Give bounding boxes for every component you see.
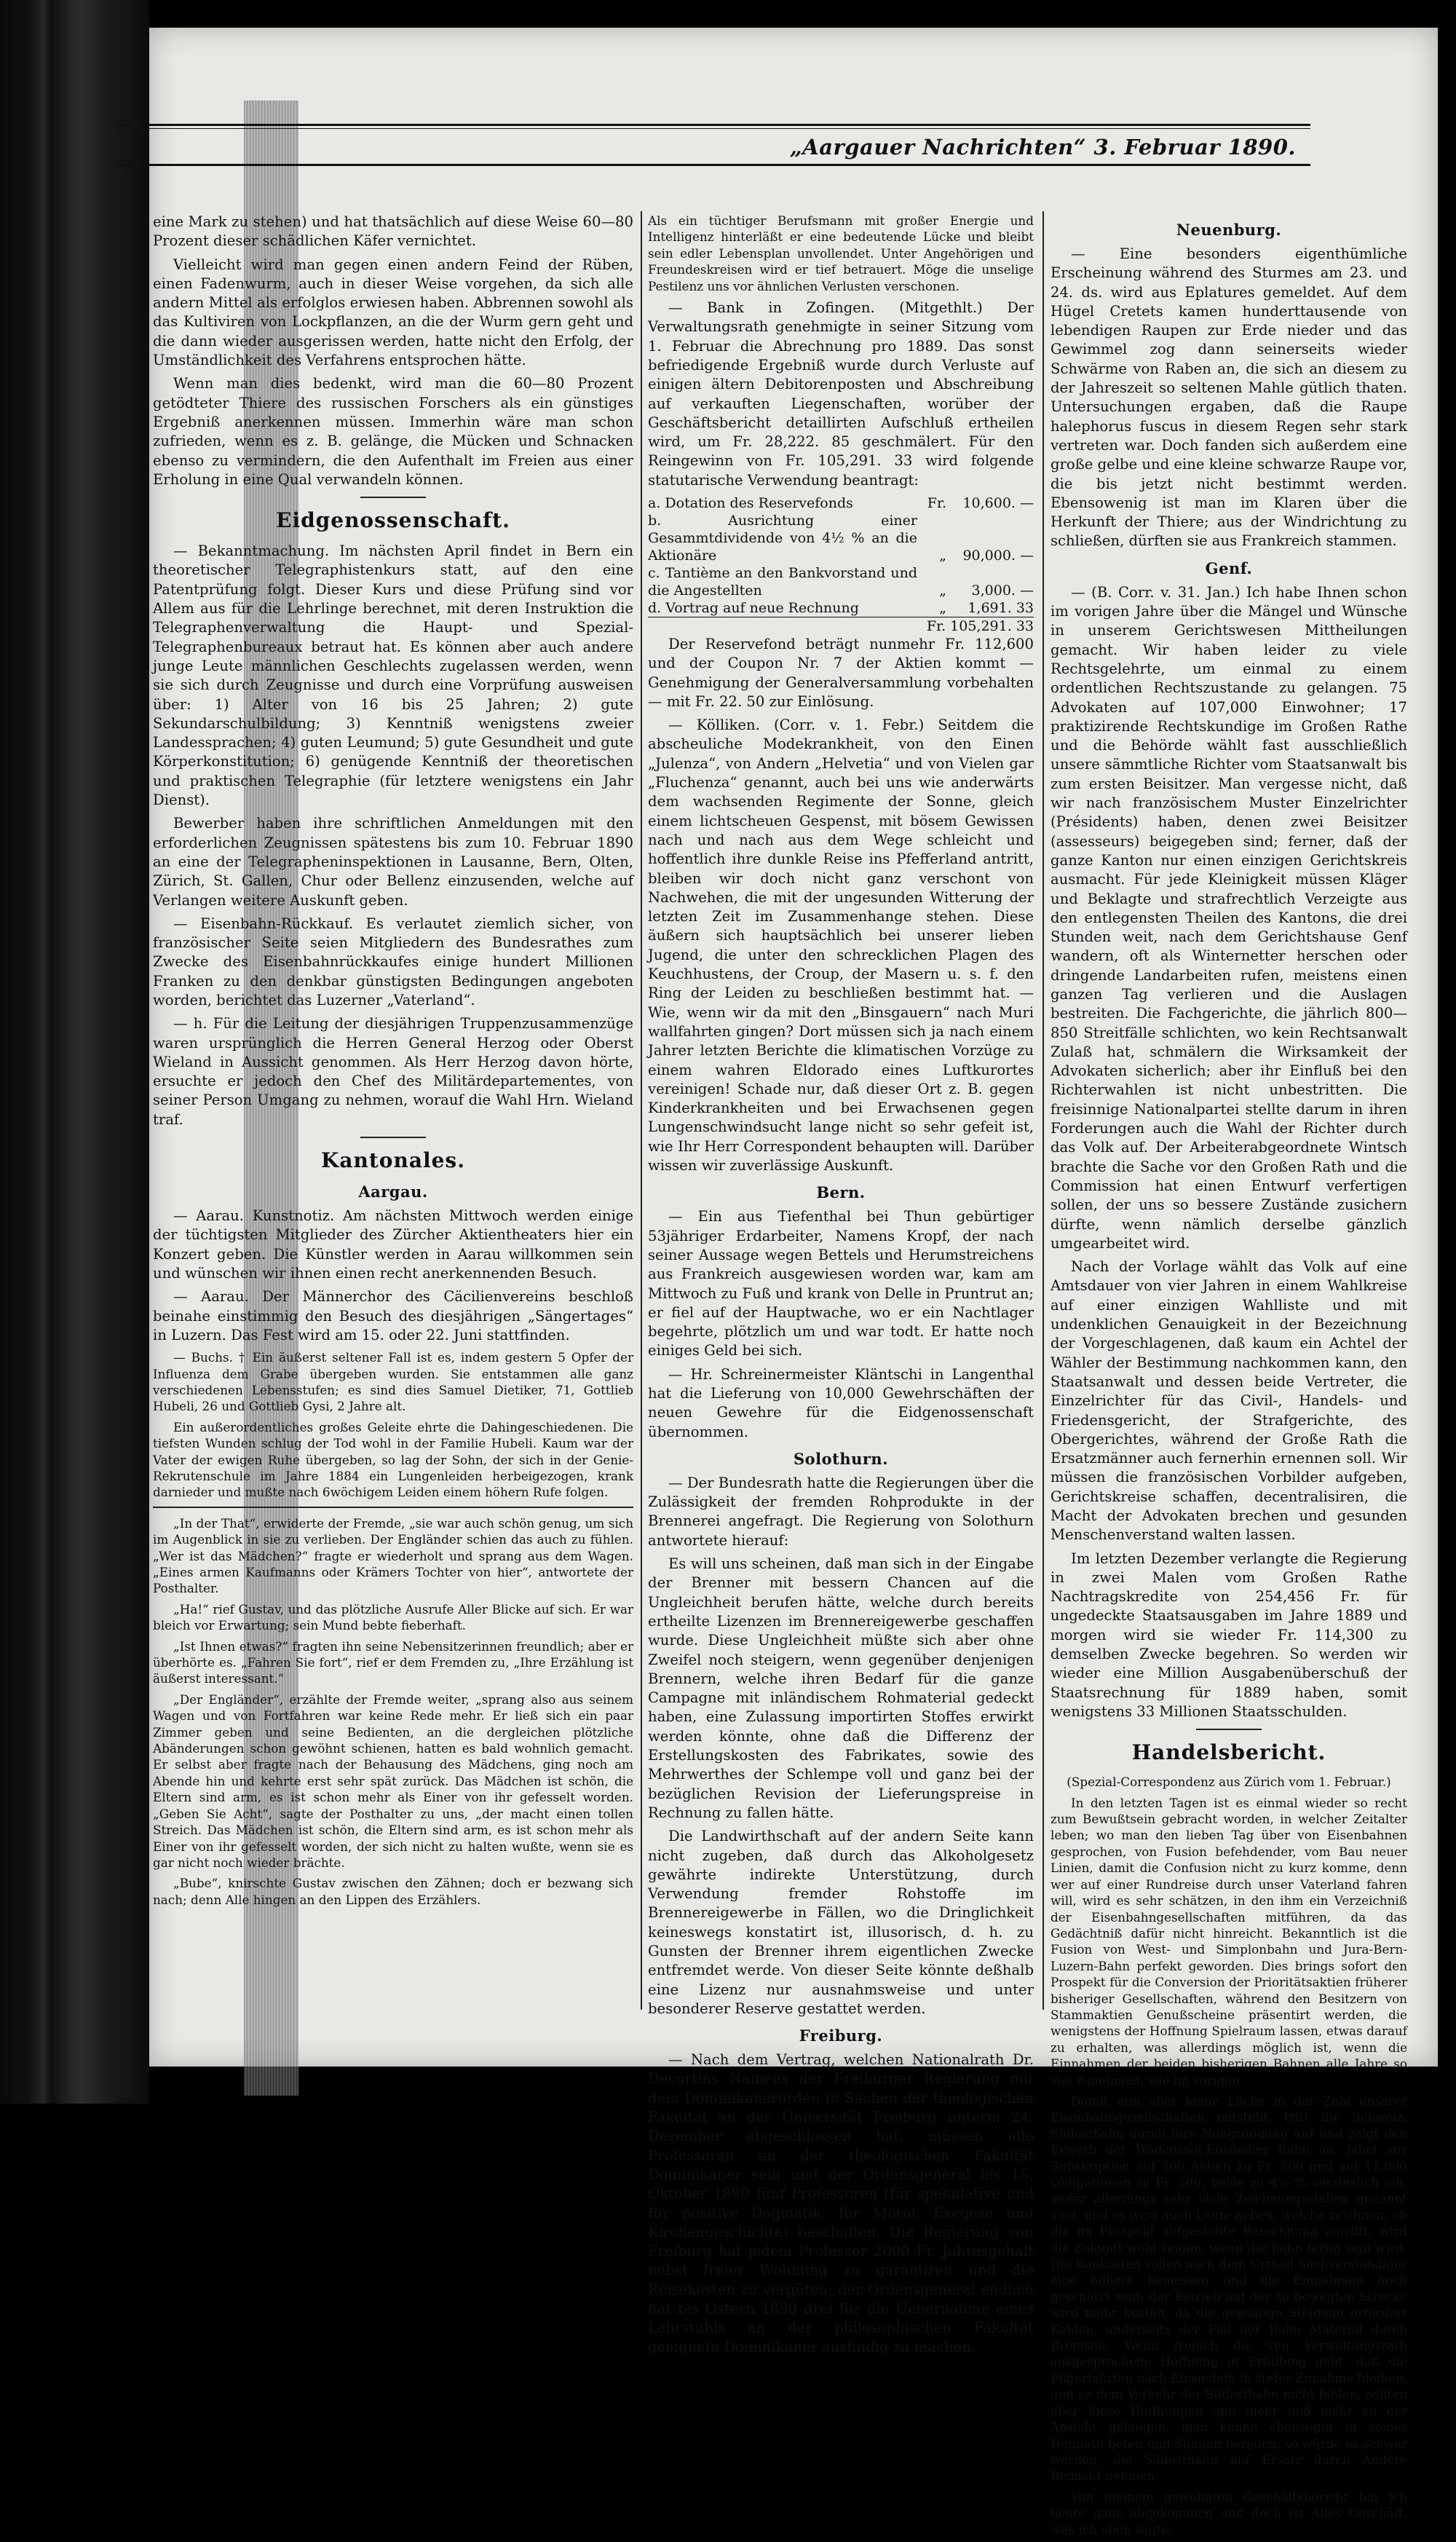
- masthead-rule-top: [116, 124, 1310, 126]
- article-paragraph: Als ein tüchtiger Berufsmann mit großer Energie und Intelligenz hinterläßt er eine bedeutende Lücke und bleibt sein edler Lebensplan unvollendet. Unter Angehörigen und Freundeskreisen wird er tief betrauert. Möge die unselige Pestilenz uns vor ähnlichen Verlusten verschonen.: [648, 213, 1034, 293]
- table-cell-prefix: „: [939, 583, 946, 599]
- article-paragraph: Nach der Vorlage wählt das Volk auf eine Amtsdauer von vier Jahren in einem Wahlkreise auf einer einzigen Wahlliste und mit undenklichen Genauigkeit in der Bezeichnung der Vorgeschlagenen, daß kaum ein Achtel der Wähler der Bestimmung nachkommen kann, den Staatsanwalt und dessen beide Vertreter, die Einzelrichter für das Civil-, Handels- und Friedensgericht, der Strafgerichte, des Obergerichtes, während der Große Rath die Ersatzmänner auch fernerhin ernennen soll. Wir müssen die französischen Vorbilder aufgeben, Gerichtskreise schaffen, decentralisiren, die Macht der Advokaten brechen und gesunden Menschenverstand walten lassen.: [1051, 1258, 1407, 1544]
- section-divider: [360, 497, 426, 498]
- section-divider: [1196, 1729, 1262, 1730]
- article-paragraph: — Bekanntmachung. Im nächsten April findet in Bern ein theoretischer Telegraphistenkurs statt, auf den eine Patentprüfung folgt. Dieser Kurs und diese Prüfung sind vor Allem aus für die Lehrlinge berechnet, mit deren Instruktion die Telegraphenverwaltung die Haupt- und Spezial-Telegraphenbureaux betraut hat. Es können aber auch andere junge Leute männlichen Geschlechts zugelassen werden, wenn sie sich durch Zeugnisse und durch eine Vorprüfung ausweisen über: 1) Alter von 16 bis 25 Jahren; 2) gute Sekundarschulbildung; 3) Kenntniß wenigstens zweier Landessprachen; 4) guten Leumund; 5) gute Gesundheit und gute Körperkonstitution; 6) genügende Kenntniß der theoretischen und praktischen Telegraphie (für letztere wenigstens ein Jahr Dienst).: [153, 542, 633, 809]
- article-paragraph: eine Mark zu stehen) und hat thatsächlich auf diese Weise 60—80 Prozent dieser schädlichen Käfer vernichtet.: [153, 213, 633, 250]
- article-paragraph: Ein außerordentliches großes Geleite ehrte die Dahingeschiedenen. Die tiefsten Wunden schlug der Tod wohl in der Familie Hubeli. Kaum war der Vater der ewigen Ruhe übergeben, so lag der Sohn, der sich in der Genie-Rekrutenschule im Jahre 1884 ein Lungenleiden herbeigezogen, krank darnieder und mußte nach 6wöchigem Leiden einem höhern Rufe folgen.: [153, 1419, 633, 1500]
- subheading-freiburg: Freiburg.: [799, 2026, 883, 2045]
- table-row: [648, 564, 1034, 599]
- subheading-genf: Genf.: [1205, 558, 1253, 577]
- table-cell-label: d. Vortrag auf neue Rechnung: [648, 600, 859, 616]
- table-cell-total: Fr. 105,291. 33: [648, 617, 1034, 636]
- correspondence-subtitle: (Spezial-Correspondenz aus Zürich vom 1. Februar.): [1067, 1775, 1391, 1790]
- table-cell-label: b. Ausrichtung einer Gesammtdividende von 4½ % an die Aktionäre: [648, 513, 917, 564]
- column-1: [153, 213, 633, 1912]
- feuilleton-paragraph: „Ha!“ rief Gustav, und das plötzliche Ausrufe Aller Blicke auf sich. Er war bleich vor Erwartung; sein Mund bebte fieberhaft.: [153, 1601, 633, 1633]
- table-cell-prefix: „: [939, 600, 946, 616]
- article-paragraph: In den letzten Tagen ist es einmal wieder so recht zum Bewußtsein gebracht worden, in welcher Zeitalter leben; wo man den lieben Tag über von Eisenbahnen gesprochen, von Fusion befehdender, vom Bau neuer Linien, damit die Confusion nicht zu kurz komme, denn wer auf einer Rundreise durch unser Vaterland fahren will, wird es sehr schätzen, in den ihm ein Verzeichniß der Eisenbahngesellschaften mitführen, da das Gedächtniß dafür nicht hinreicht. Bekanntlich ist die Fusion von West- und Simplonbahn und Jura-Bern-Luzern-Bahn perfekt geworden. Dies brings sofort den Prospekt für die Conversion der Prioritätsaktien früherer bisheriger Gesellschaften, während den Besitzern von Stammaktien Genußscheine präsentirt werden, die wenigstens der Hoffnung Spielraum lassen, etwas darauf zu erhalten, was allerdings möglich ist, wenn die Einnahmen der beiden bisherigen Bahnen alle Jahre so viel zunehmen, wie im vorigen.: [1051, 1795, 1407, 2088]
- article-paragraph: — Ein aus Tiefenthal bei Thun gebürtiger 53jähriger Erdarbeiter, Namens Kropf, der nach seiner Aussage wegen Bettels und Herumstreichens aus Frankreich ausgewiesen worden war, kam am Mittwoch zu Fuß und krank von Delle in Pruntrut an; er fiel auf der Hauptwache, wo er ein Nachtlager begehrte, plötzlich um und war todt. Er hatte noch einiges Geld bei sich.: [648, 1208, 1034, 1359]
- article-paragraph: Damit nun aber keine Lücke in der Zahl unserer Eisenbahngesellschaften entsteht, tritt die Schweiz. Südostbahn durch ihre Neugründung auf und zeigt den Erwerb der Wädenswil-Einsiedler Bahn an, labet zur Subskription auf 800 Aktien zu Fr. 500 und auf 11,000 Obligationen zu Fr. 500, beide zu 4½ % verzinslich ein, wofür allerdings sehr viele Zeichnungsstellen genannt sind, und es wird auch Leute geben, welche zeichnen, ob die im Prospekt aufgestellte Berechnung zutrifft, wird die Zukunft wohl zeigen, wenn die Bahn fertig sein wird. Die Baukosten sollen nach dem Urtheil Sachverständiger eine höhere bemessen und die Einnahmen hoch geschätzt sein; der Betrieb auf der so bewegten Strecke wird mehr kosten, da die gewaltige Steigung erfordert Kohlen, anderseits der Fall der Bahn Material durch Bremsen. Wenn freilich die von Verwaltungsrath ausgesprochene Hoffnung in Erfüllung geht, daß die Pilgerfahrten nach Einsiedeln in steter Zunahme bleiben, und so dem Verkehr der Südostbahn nicht fehlen; sollten aber diese Hoffnungen und mehr und mehr zu der Ansicht gelangen, man könne ebensogut in seiner Heimath beten und Sünden bereuen, so würde es schwer werden, die Südostbahn auf Ersatz durch Andere Bedacht nehmen.: [1051, 2093, 1407, 2484]
- article-paragraph: Vielleicht wird man gegen einen andern Feind der Rüben, einen Fadenwurm, auch in dieser Weise vorgehen, da sich alle andern Mittel als erfolglos erwiesen haben. Abbrennen sowohl als das Kultiviren von Lockpflanzen, an die der Wurm gern geht und die dann wieder ausgerissen werden, hatte nicht den Erfolg, der Umständlichkeit des Verfahrens entsprochen hätte.: [153, 256, 633, 369]
- subheading-aargau: Aargau.: [358, 1183, 428, 1201]
- section-heading-kantonales: Kantonales.: [321, 1148, 465, 1173]
- table-cell-label: a. Dotation des Reservefonds: [648, 495, 853, 511]
- article-paragraph: — Eisenbahn-Rückkauf. Es verlautet ziemlich sicher, von französischer Seite seien Mitgliedern des Bundesrathes zum Zwecke des Eisenbahnrückkaufes einige hundert Millionen Franken zu den denkbar günstigsten Bedingungen angeboten worden, berichtet das Luzerner „Vaterland“.: [153, 915, 633, 1008]
- masthead-rule-bottom: [116, 164, 1310, 166]
- table-cell-label: c. Tantième an den Bankvorstand und die Angestellten: [648, 565, 917, 599]
- feuilleton-paragraph: „Bube“, knirschte Gustav zwischen den Zähnen; doch er bezwang sich nach; denn Alle hingen an den Lippen des Erzählers.: [153, 1876, 633, 1907]
- section-heading-eidgenossenschaft: Eidgenossenschaft.: [276, 508, 510, 533]
- article-paragraph: — Aarau. Der Männerchor des Cäcilienvereins beschloß beinahe einstimmig den Besuch des diesjährigen „Sängertages“ in Luzern. Das Fest wird am 15. oder 22. Juni stattfinden.: [153, 1288, 633, 1343]
- column-separator-2: [1042, 211, 1044, 2010]
- article-paragraph: — Der Bundesrath hatte die Regierungen über die Zulässigkeit der fremden Rohprodukte in der Brennerei angefragt. Die Regierung von Solothurn antwortete hierauf:: [648, 1474, 1034, 1549]
- table-cell-amount: 1,691. 33: [968, 600, 1034, 616]
- article-paragraph: — Bank in Zofingen. (Mitgethlt.) Der Verwaltungsrath genehmigte in seiner Sitzung vom 1. Februar die Abrechnung pro 1889. Das sonst befriedigende Ergebniß wurde durch Verluste auf einigen ältern Debitorenposten und Abschreibung auf verkauften Liegenschaften, worüber der Geschäftsbericht detaillirten Aufschluß ertheilen wird, um Fr. 28,222. 85 geschmälert. Für den Reingewinn von Fr. 105,291. 33 wird folgende statutarische Verwendung beantragt:: [648, 299, 1034, 489]
- article-paragraph: — h. Für die Leitung der diesjährigen Truppenzusammenzüge waren ursprünglich die Herren General Herzog oder Oberst Wieland in Aussicht genommen. Als Herr Herzog davon hörte, ersuchte er jedoch den Chef des Militärdepartementes, von seiner Person Umgang zu nehmen, worauf die Wahl Hrn. Wieland traf.: [153, 1015, 633, 1128]
- article-paragraph: — Buchs. † Ein äußerst seltener Fall ist es, indem gestern 5 Opfer der Influenza dem Grabe übergeben wurden. Sie entstammen alle ganz verschiedenen Lebensstufen; es sind dies Samuel Dietiker, 71, Gottlieb Hubeli, 26 und Gottlieb Gysi, 2 Jahre alt.: [153, 1350, 633, 1414]
- subheading-bern: Bern.: [816, 1183, 866, 1202]
- article-paragraph: — Kölliken. (Corr. v. 1. Febr.) Seitdem die abscheuliche Modekrankheit, von den Einen „Julenza“, von Andern „Helvetia“ und von Vielen gar „Fluchenza“ genannt, auch bei uns wie anderwärts dem wachsenden Regimente der Sonne, gleich einem lichtscheuen Gespenst, mit bösem Gewissen nach und nach aus dem Wege schleicht und hoffentlich ihre dunkle Reise ins Pfefferland antritt, bleiben wir doch nicht ganz verschont von Nachwehen, die mit der ungesunden Witterung der letzten Zeit im Zusammenhange stehen. Diese äußern sich hauptsächlich bei unserer lieben Jugend, die unter den schrecklichen Plagen des Keuchhustens, der Croup, der Masern u. s. f. den Ring der Leiden zu beschließen bestimmt hat. — Wie, wenn wir da mit den „Binsgauern“ nach Muri wallfahrten gingen? Dort müssen sich ja nach einem Jahrer letzten Berichte die klimatischen Vorzüge zu einem wahren Eldorado eines Luftkurortes vereinigen! Schade nur, daß dieser Ort z. B. gegen Kinderkrankheiten und bei Erwachsenen gegen Lungenschwindsucht lange nicht so sehr gefeit ist, wie Ihr Herr Correspondent behaupten will. Darüber wissen wir zuverlässige Auskunft.: [648, 717, 1034, 1175]
- subheading-neuenburg: Neuenburg.: [1176, 221, 1282, 239]
- table-row: [648, 512, 1034, 564]
- article-paragraph: Bewerber haben ihre schriftlichen Anmeldungen mit den erforderlichen Zeugnissen spätestens bis zum 10. Februar 1890 an eine der Telegrapheninspektionen in Lausanne, Bern, Olten, Zürich, St. Gallen, Chur oder Bellenz einzusenden, welche auf Verlangen weitere Auskunft geben.: [153, 815, 633, 909]
- article-paragraph: Im letzten Dezember verlangte die Regierung in zwei Malen vom Großen Rathe Nachtragskredite von 254,456 Fr. für ungedeckte Staatsausgaben im Jahre 1889 und morgen wird sie wieder Fr. 114,300 zu demselben Zwecke begehren. So werden wir wieder eine Million Ausgabenüberschuß der Staatsrechnung für 1889 haben, somit wenigstens 33 Millionen Staatsschulden.: [1051, 1550, 1407, 1720]
- column-2: [648, 213, 1034, 2361]
- article-paragraph: — Hr. Schreinermeister Kläntschi in Langenthal hat die Lieferung von 10,000 Gewehrschäften der neuen Gewehre für die Eidgenossenschaft übernommen.: [648, 1365, 1034, 1440]
- article-paragraph: Die Landwirthschaft auf der andern Seite kann nicht zugeben, daß durch das Alkoholgesetz gewährte indirekte Unterstützung, durch Verwendung fremder Rohstoffe im Brennereigewerbe in Fällen, wo die Dringlichkeit keineswegs konstatirt ist, illusorisch, d. h. zu Gunsten der Brenner ihrem eigentlichen Zwecke entfremdet werde. Von dieser Seite könnte deßhalb eine Lizenz nur ausnahmsweise und unter besonderer Reserve gestattet werden.: [648, 1828, 1034, 2017]
- table-row-total: [648, 617, 1034, 636]
- table-cell-amount: 3,000. —: [971, 583, 1034, 599]
- column-3: [1051, 213, 1407, 2542]
- feuilleton-paragraph: „Der Engländer“, erzählte der Fremde weiter, „sprang also aus seinem Wagen und von Fortfahren war keine Rede mehr. Er ließ sich ein paar Zimmer geben und seine Bedienten, an die dergleichen plötzliche Abänderungen schon gewöhnt schienen, hatten es bald wohnlich gemacht. Er selbst aber fragte nach der Behausung des Mädchens, ging noch am Abende hin und kehrte erst sehr spät zurück. Das Mädchen ist schön, die Eltern sind arm, es ist schon mehr als Einer von ihr gefesselt worden. „Geben Sie Acht“, sagte der Posthalter zu uns, „der macht einen tollen Streich. Das Mädchen ist schön, die Eltern sind arm, es ist schon mehr als Einer von ihr gefesselt worden, der sich nicht zu halten wußte, wenn sie es gar nicht noch wieder brächte.: [153, 1692, 633, 1870]
- article-paragraph: — Nach dem Vertrag, welchen Nationalrath Dr. Decurtins Namens der Freiburger Regierung mit dem Dominikanerorden in Sachen der theologischen Fakultät an der Universität Freiburg unterm 24. Dezember abgeschlossen hat, müssen alle Professoren an der theologischen Fakultät Dominikaner sein und der Ordensgeneral bis 15. Oktober 1890 fünf Professoren (für spekulative und für positive Dogmatik, für Moral, Exegese und Kirchengeschichte) beschaffen. Die Regierung von Freiburg hat jedem Professor 2000 Fr. Jahresgehalt nebst freier Wohnung zu garantiren und die Reisekosten zu vergüten; der Ordensgeneral endlich hat bis Ostern 1890 drei für die Uebernahme eines Lehrstuhls an der philosophischen Fakultät geeignete Dominikaner ausfindig zu machen.: [648, 2051, 1034, 2356]
- book-binding-edge: [0, 0, 149, 2104]
- article-paragraph: — (B. Corr. v. 31. Jan.) Ich habe Ihnen schon im vorigen Jahre über die Mängel und Wünsche in unserem Gerichtswesen Mittheilungen gemacht. Wir haben leider zu viele Rechtsgelehrte, um einmal zu einem ordentlichen Rechtszustande zu gelangen. 75 Advokaten auf 107,000 Einwohner; 17 praktizirende Rechtskundige im Großen Rathe und die Behörde wählt fast ausschließlich unsere sämmtliche Richter vom Staatsanwalt bis zum ersten Beisitzer. Man vergesse nicht, daß wir nach französischem Muster Einzelrichter (Présidents) haben, denen zwei Beisitzer (assesseurs) beigegeben sind; ferner, daß der ganze Kanton nur einen einzigen Gerichtskreis ausmacht. Für jede Kleinigkeit müssen Kläger und Beklagte und strafrechtlich Verzeigte aus den entlegensten Theilen des Kantons, die drei Stunden weit, nach dem Gerichtshause Genf wandern, oft als Winternetter herschen oder dringende Landarbeiten rufen, meistens einen ganzen Tag verlieren und die Auslagen bestreiten. Die Fachgerichte, die jährlich 800—850 Streitfälle schlichten, wo kein Rechtsanwalt Zulaß hat, schmälern die Wirksamkeit der Advokaten sicherlich; aber ihr Einfluß bei den Richterwahlen ist nicht unbestritten. Die freisinnige Nationalpartei stellte darum in ihren Forderungen auch die Wahl der Richter durch das Volk auf. Der Arbeiterabgeordnete Wintsch brachte die Sache vor den Großen Rath und die Commission hat einen Entwurf verfertigen sollen, der uns so bessere Zustände zusichern dürfte, wenn nämlich derselbe gänzlich umgearbeitet wird.: [1051, 583, 1407, 1252]
- section-divider: [360, 1137, 426, 1138]
- article-paragraph: Wenn man dies bedenkt, wird man die 60—80 Prozent getödteter Thiere des russischen Forschers als ein günstiges Ergebniß anerkennen müssen. Immerhin wäre man schon zufrieden, wenn es z. B. gelänge, die Mücken und Schnacken ebenso zu vermindern, die den Aufenthalt im Freien aus einer Erholung in eine Qual verwandeln können.: [153, 375, 633, 488]
- table-cell-amount: 90,000. —: [962, 548, 1034, 564]
- feuilleton-divider: [153, 1507, 633, 1508]
- table-cell-prefix: Fr.: [927, 495, 946, 511]
- masthead: [116, 124, 1310, 166]
- table-cell-prefix: „: [939, 548, 946, 564]
- table-row: [648, 494, 1034, 512]
- article-paragraph: Es will uns scheinen, daß man sich in der Eingabe der Brenner mit bessern Chancen auf die Ungleichheit berufen hätte, welche durch bereits ertheilte Lizenzen im Brennereigewerbe geschaffen wurde. Diese Ungleichheit müßte sich aber ohne Zweifel noch steigern, wenn gegenüber denjenigen Brennern, welche ihren Bedarf für die ganze Campagne mit inländischem Rohmaterial gedeckt haben, eine Zulassung importirten Stoffes erwirkt werden könnte, ohne daß die Differenz der Erstellungskosten des Fabrikates, sowie des Mehrwerthes der Schlempe voll und ganz bei der bezüglichen Revision der Lieferungspreise in Rechnung zu fallen hätte.: [648, 1555, 1034, 1821]
- table-cell-amount: 10,600. —: [962, 495, 1034, 511]
- article-paragraph: — Eine besonders eigenthümliche Erscheinung während des Sturmes am 23. und 24. ds. wird aus Eplatures gemeldet. Auf dem Hügel Cretets kamen hunderttausende von lebendigen Raupen zur Erde nieder und das Gewimmel zog dann seinerseits wieder Schwärme von Raben an, die sich an diesem zu der Jahreszeit so seltenen Mahle gütlich thaten. Untersuchungen ergaben, daß die Raupe halephorus fuscus in diesem Regen sehr stark vertreten war. Doch fanden sich außerdem eine große gelbe und eine kleine schwarze Raupe vor, die bis jetzt nicht bestimmt werden. Ebensowenig ist man im Klaren über die Herkunft der Thiere; aus der Windrichtung zu schließen, dürften sie aus Frankreich stammen.: [1051, 245, 1407, 550]
- masthead-title: „Aargauer Nachrichten“ 3. Februar 1890.: [790, 135, 1296, 159]
- subheading-solothurn: Solothurn.: [793, 1449, 889, 1468]
- column-separator-1: [641, 211, 642, 2010]
- article-paragraph: — Aarau. Kunstnotiz. Am nächsten Mittwoch werden einige der tüchtigsten Mitglieder des Zürcher Aktientheaters hier ein Konzert geben. Die Künstler werden in Aarau willkommen sein und wünschen wir ihnen einen recht anerkennenden Besuch.: [153, 1207, 633, 1282]
- table-row: [648, 599, 1034, 617]
- feuilleton-paragraph: „Ist Ihnen etwas?“ fragten ihn seine Nebensitzerinnen freundlich; aber er überhörte es. „Fahren Sie fort“, rief er dem Fremden zu, „Ihre Erzählung ist äußerst interessant.“: [153, 1638, 633, 1686]
- section-heading-handelsbericht: Handelsbericht.: [1131, 1740, 1326, 1765]
- article-paragraph: Der Reservefond beträgt nunmehr Fr. 112,600 und der Coupon Nr. 7 der Aktien kommt — Genehmigung der Generalversammlung vorbehalten — mit Fr. 22. 50 zur Einlösung.: [648, 636, 1034, 710]
- article-paragraph: Von meinem gewohnten Geschäftsbericht bin ich heute ganz abgekommen und doch ist Alles Geschäft, was ich oben sagte.: [1051, 2489, 1407, 2537]
- feuilleton-paragraph: „In der That“, erwiderte der Fremde, „sie war auch schön genug, um sich im Augenblick in sie zu verlieben. Der Engländer schien das auch zu fühlen. „Wer ist das Mädchen?“ fragte er wiederholt und sprang aus dem Wagen. „Eines armen Kaufmanns oder Krämers Tochter von hier“, antwortete der Posthalter.: [153, 1515, 633, 1596]
- bank-allocation-table: [648, 494, 1034, 635]
